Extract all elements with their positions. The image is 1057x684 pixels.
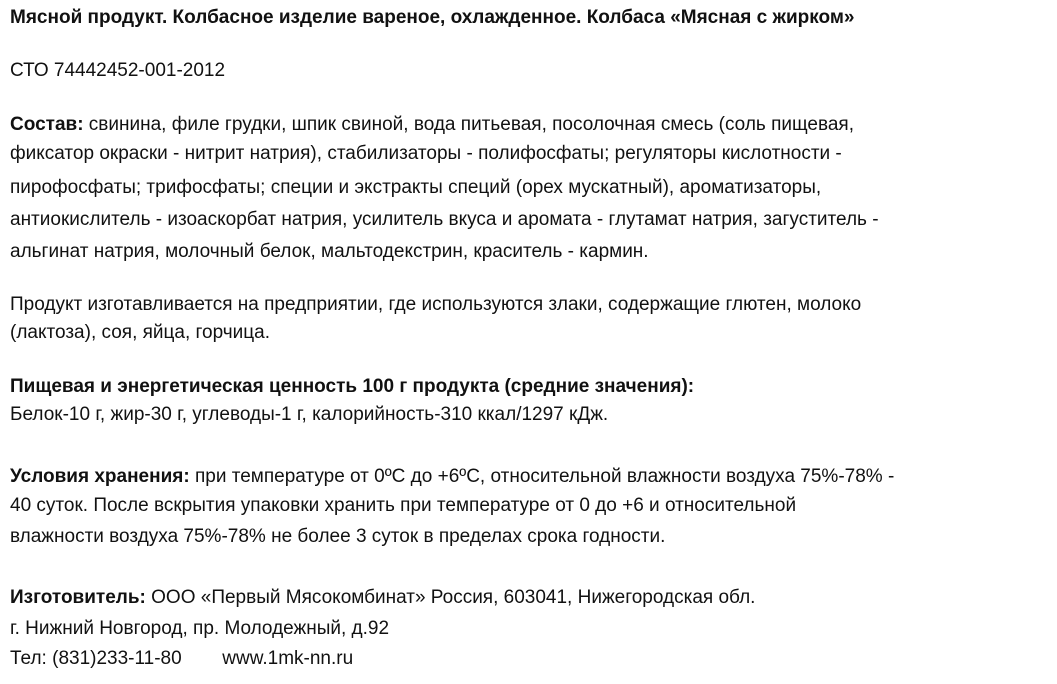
- composition-line-1: Состав: свинина, филе грудки, шпик свиной, вода питьевая, посолочная смесь (соль пищевая,: [10, 114, 854, 135]
- composition-line-3: пирофосфаты; трифосфаты; специи и экстракты специй (орех мускатный), ароматизаторы,: [10, 177, 822, 198]
- allergens-line-2: (лактоза), соя, яйца, горчица.: [10, 322, 271, 343]
- storage-line-2: 40 суток. После вскрытия упаковки хранить при температуре от 0 до +6 и относительной: [10, 495, 797, 516]
- contact-line: [10, 644, 353, 673]
- storage-line-1: Условия хранения: при температуре от 0ºС до +6ºС, относительной влажности воздуха 75%-78% -: [10, 466, 895, 487]
- nutrition-values: Белок-10 г, жир-30 г, углеводы-1 г, калорийность-310 ккал/1297 кДж.: [10, 404, 609, 425]
- nutrition-heading: Пищевая и энергетическая ценность 100 г продукта (средние значения):: [10, 376, 695, 397]
- allergens-line-1: Продукт изготавливается на предприятии, где используются злаки, содержащие глютен, молоко: [10, 294, 862, 315]
- composition-line-2: фиксатор окраски - нитрит натрия), стабилизаторы - полифосфаты; регуляторы кислотности -: [10, 143, 842, 164]
- storage-label: Условия хранения:: [10, 466, 190, 487]
- phone: Тел: (831)233-11-80: [10, 648, 182, 669]
- manufacturer-label: Изготовитель:: [10, 587, 146, 608]
- manufacturer-line-1: Изготовитель: ООО «Первый Мясокомбинат» Россия, 603041, Нижегородская обл.: [10, 587, 756, 608]
- standard-code: СТО 74442452-001-2012: [10, 60, 226, 81]
- website-link[interactable]: www.1mk-nn.ru: [222, 648, 354, 669]
- manufacturer-line-2: г. Нижний Новгород, пр. Молодежный, д.92: [10, 618, 390, 639]
- composition-line-5: альгинат натрия, молочный белок, мальтодекстрин, краситель - кармин.: [10, 241, 649, 262]
- product-title: Мясной продукт. Колбасное изделие вареное, охлажденное. Колбаса «Мясная с жирком»: [10, 7, 855, 28]
- composition-label: Состав:: [10, 114, 84, 135]
- composition-line-4: антиокислитель - изоаскорбат натрия, усилитель вкуса и аромата - глутамат натрия, загуститель -: [10, 209, 879, 230]
- storage-line-3: влажности воздуха 75%-78% не более 3 суток в пределах срока годности.: [10, 526, 666, 547]
